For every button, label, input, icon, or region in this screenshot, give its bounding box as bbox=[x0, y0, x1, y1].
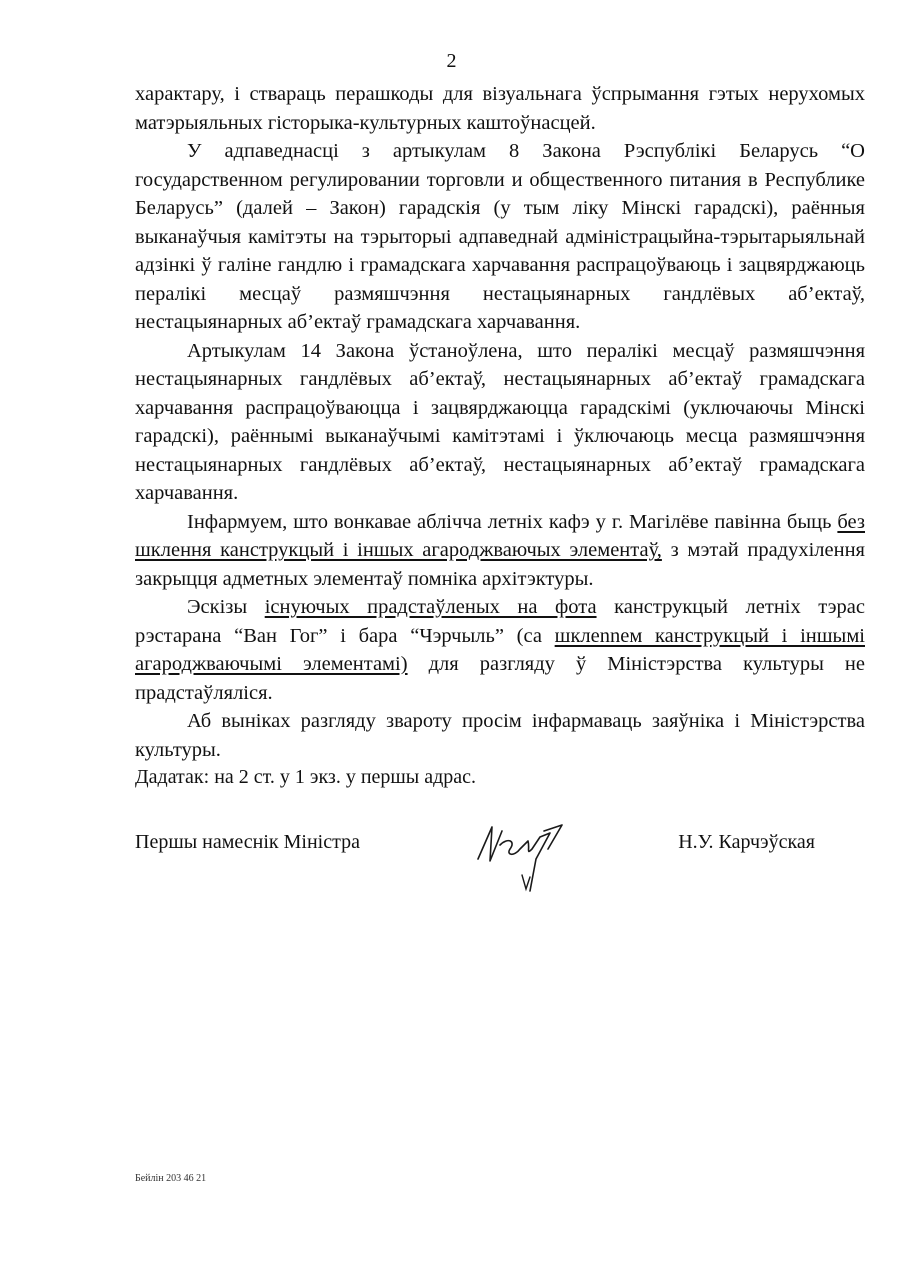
footer-code: Бейлін 203 46 21 bbox=[135, 1173, 207, 1184]
paragraph-p4 bbox=[135, 593, 865, 707]
paragraph-text: характару, і ствараць перашкоды для візуальнага ўспрымання гэтых нерухомых матэрыяльных гісторыка-культурных каштоўнасцей. bbox=[135, 83, 865, 134]
letter-body bbox=[135, 80, 865, 764]
handwritten-signature-icon bbox=[470, 819, 580, 909]
signature-block bbox=[135, 831, 815, 911]
underlined-text: без шклення канструкцый і іншых агароджваючых элементаў, bbox=[135, 510, 865, 561]
paragraph-text: Эскізы bbox=[187, 596, 265, 618]
paragraph-p3 bbox=[135, 508, 865, 594]
paragraph-text: для разгляду ў Міністэрства культуры не прадстаўляліся. bbox=[135, 653, 865, 704]
paragraph-text: Інфармуем, што вонкавае аблічча летніх кафэ у г. Магілёве павінна быць bbox=[187, 510, 838, 533]
underlined-text: шклennем канструкцый і іншымі агароджваючымі элементамі) bbox=[135, 624, 865, 675]
paragraph-p5 bbox=[135, 707, 865, 764]
appendix-note: Дадатак: на 2 ст. у 1 экз. у першы адрас. bbox=[135, 766, 477, 788]
paragraph-p2 bbox=[135, 337, 865, 508]
signer-position: Першы намеснік Міністра bbox=[135, 831, 360, 853]
signer-name: Н.У. Карчэўская bbox=[678, 831, 815, 853]
paragraph-text: Аб выніках разгляду звароту просім інфармаваць заяўніка і Міністэрства культуры. bbox=[135, 710, 865, 761]
underlined-text: існуючых прадстаўленых на фота bbox=[264, 596, 597, 618]
paragraph-p1 bbox=[135, 137, 865, 337]
paragraph-p0 bbox=[135, 80, 865, 137]
page-number: 2 bbox=[446, 50, 457, 72]
paragraph-text: канструкцый летніх тэрас рэстарана “Ван Гог” і бара “Чэрчыль” (са bbox=[135, 596, 865, 647]
paragraph-text: У адпаведнасці з артыкулам 8 Закона Рэспублікі Беларусь “О государственном регулировании торговли и общественного питания в Республике Беларусь” (далей – Закон) гарадскія (у тым ліку Мінскі гарадскі), раённыя выканаўчыя камітэты на тэрыторыі адпаведнай адміністрацыйна-тэрытарыяльнай адзінкі ў галіне гандлю і грамадскага харчавання распрацоўваюць і зацвярджаюць пералікі месцаў размяшчэння нестацыянарных гандлёвых аб’ектаў, нестацыянарных аб’ектаў грамадскага харчавання. bbox=[135, 140, 865, 333]
paragraph-text: з мэтай прадухілення закрыцця адметных элементаў помніка архітэктуры. bbox=[135, 539, 865, 590]
paragraph-text: Артыкулам 14 Закона ўстаноўлена, што пералікі месцаў размяшчэння нестацыянарных гандлёвых аб’ектаў, нестацыянарных аб’ектаў грамадскага харчавання распрацоўваюцца і зацвярджаюцца гарадскімі (уключаючы Мінскі гарадскі), раённымі выканаўчымі камітэтамі і ўключаюць месца размяшчэння нестацыянарных гандлёвых аб’ектаў, нестацыянарных аб’ектаў грамадскага харчавання. bbox=[135, 339, 865, 504]
